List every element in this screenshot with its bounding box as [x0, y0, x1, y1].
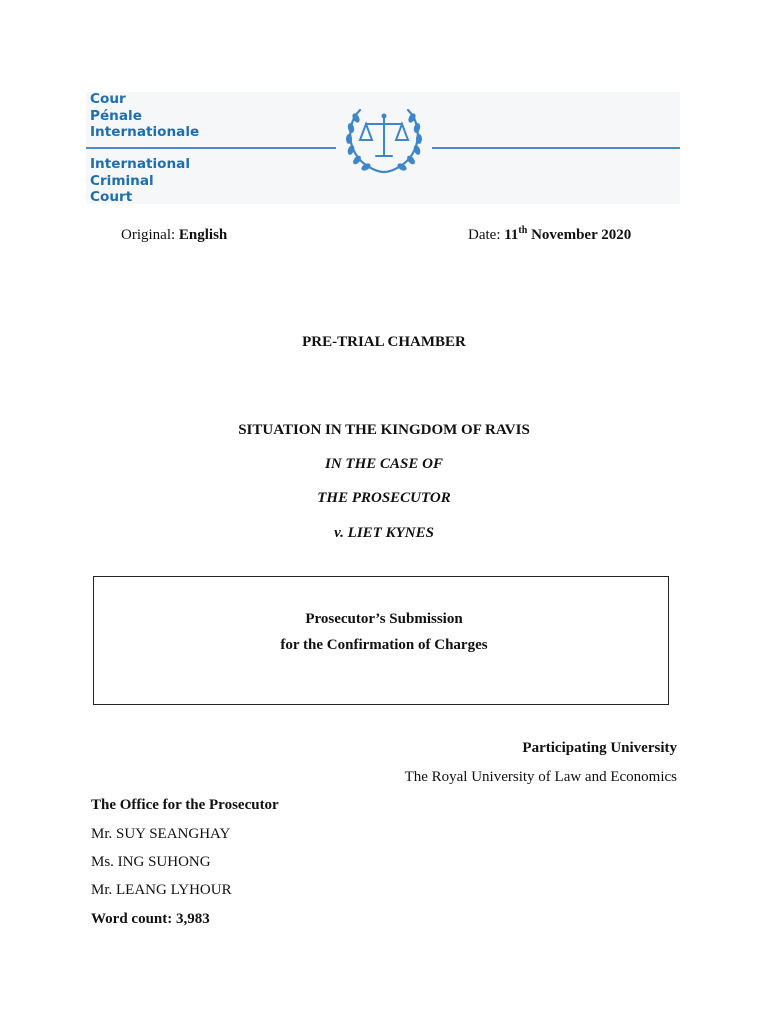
date-day: 11	[504, 227, 519, 243]
chamber-title: PRE-TRIAL CHAMBER	[302, 334, 466, 350]
word-count-value: 3,983	[176, 911, 210, 927]
situation-title: SITUATION IN THE KINGDOM OF RAVIS	[238, 422, 530, 438]
office-member: Ms. ING SUHONG	[91, 854, 211, 870]
logo-divider-left	[86, 147, 336, 149]
office-member: Mr. LEANG LYHOUR	[91, 882, 232, 898]
date-rest: November 2020	[531, 227, 632, 243]
logo-english-line: Criminal	[90, 172, 154, 189]
logo-french-line: Internationale	[90, 124, 200, 140]
logo-english-line: International	[90, 156, 191, 172]
office-heading: The Office for the Prosecutor	[91, 797, 279, 813]
original-value: English	[178, 227, 228, 243]
university-heading: Participating University	[522, 740, 677, 756]
logo-french-line: Pénale	[90, 107, 142, 124]
date-label: Date:	[468, 227, 501, 243]
word-count-label: Word count:	[91, 911, 173, 927]
date-suffix: th	[518, 225, 528, 236]
date-value	[504, 227, 631, 243]
original-language-line	[121, 226, 227, 244]
original-label: Original:	[121, 227, 176, 243]
logo-english-line: Court	[90, 189, 133, 205]
logo-divider-right	[432, 147, 680, 149]
scales-of-justice-laurel-icon	[338, 100, 430, 180]
prosecutor-line: THE PROSECUTOR	[317, 490, 451, 506]
office-member: Mr. SUY SEANGHAY	[91, 826, 231, 842]
logo-english-name	[90, 156, 190, 206]
university-name: The Royal University of Law and Economics	[404, 769, 677, 785]
logo-french-line: Cour	[90, 91, 126, 107]
in-the-case-line: IN THE CASE OF	[325, 456, 443, 472]
defendant-line: v. LIET KYNES	[334, 525, 434, 541]
submission-title: Prosecutor’s Submission	[305, 611, 463, 627]
word-count-line	[91, 910, 210, 928]
submission-subtitle: for the Confirmation of Charges	[280, 637, 488, 653]
logo-french-name	[90, 91, 199, 141]
date-line	[468, 226, 631, 244]
